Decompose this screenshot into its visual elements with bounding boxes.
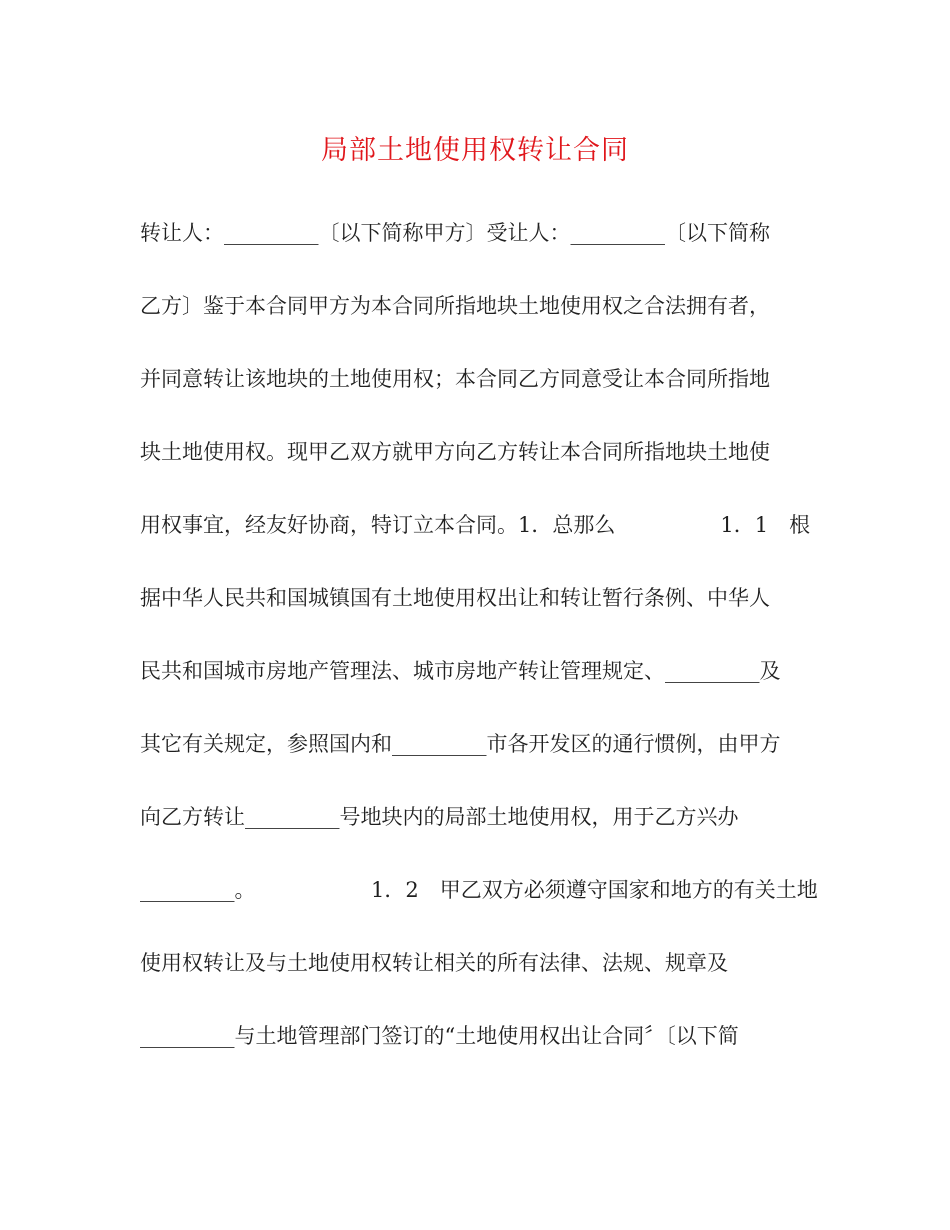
body-line-6: 据中华人民共和国城镇国有土地使用权出让和转让暂行条例、中华人 [140,586,770,610]
body-line-2: 乙方〕鉴于本合同甲方为本合同所指地块土地使用权之合法拥有者， [140,294,770,318]
body-line-3: 并同意转让该地块的土地使用权；本合同乙方同意受让本合同所指地 [140,367,770,391]
body-line-1: 转让人：_________〔以下简称甲方〕受让人：_________〔以下简称 [140,221,770,245]
body-line-10: _________。 1．2 甲乙双方必须遵守国家和地方的有关土地 [140,878,818,902]
body-line-9: 向乙方转让_________号地块内的局部土地使用权，用于乙方兴办 [140,805,739,829]
body-line-5: 用权事宜，经友好协商，特订立本合同。1．总那么 1．1 根 [140,513,811,537]
body-line-4: 块土地使用权。现甲乙双方就甲方向乙方转让本合同所指地块土地使 [140,440,770,464]
document-title: 局部土地使用权转让合同 [321,135,629,166]
body-line-7: 民共和国城市房地产管理法、城市房地产转让管理规定、_________及 [140,659,781,683]
body-line-12: _________与土地管理部门签订的“土地使用权出让合同〞〔以下简 [140,1024,739,1048]
body-line-8: 其它有关规定，参照国内和_________市各开发区的通行惯例，由甲方 [140,732,781,756]
body-line-11: 使用权转让及与土地使用权转让相关的所有法律、法规、规章及 [140,951,728,975]
